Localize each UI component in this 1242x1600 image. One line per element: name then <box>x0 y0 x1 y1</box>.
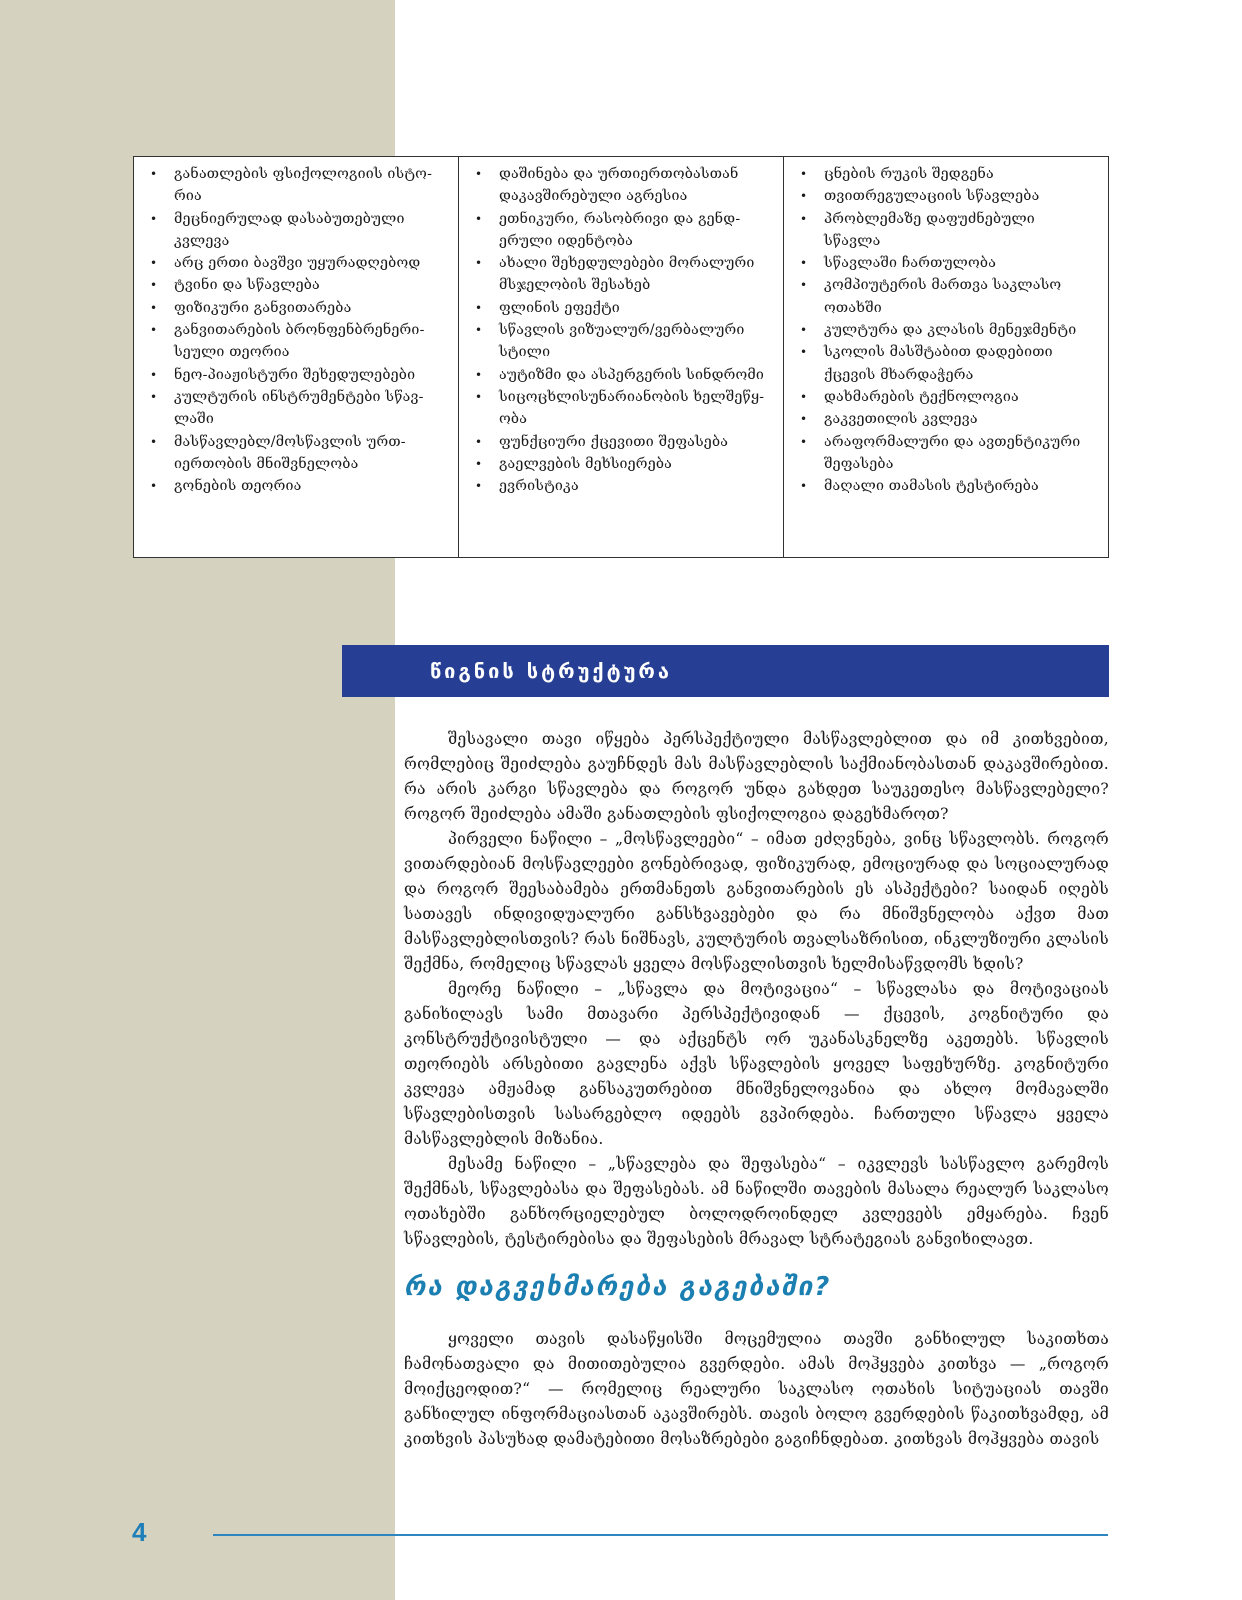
body-paragraph: მესამე ნაწილი – „სწავლება და შეფასება“ – იკვლევს სასწავლო გარემოს შექმნას, სწავლებასა და შეფასებას. ამ ნაწილში თავების მასალა რეალურ საკლასო ოთახებში განხორციელებულ ბოლოდროინდელ კვლევებს ემყარება. ჩვენ სწავლების, ტესტირებისა და შეფასების მრავალ სტრატეგიას განვიხილავთ. <box>404 1155 1109 1248</box>
topic-item: • მეცნიერულად დასაბუთებული კვლევა <box>144 208 450 253</box>
topic-item: • კულტურა და კლასის მენეჯმენტი <box>794 319 1100 341</box>
topic-item: • ნეო-პიაჟისტური შეხედულებები <box>144 364 450 386</box>
topic-item: • განვითარების ბრონფენბრენერი- სეული თეორია <box>144 319 450 364</box>
topic-item: • გაელვების მეხსიერება <box>469 453 775 475</box>
topic-item: • არაფორმალური და ავთენტიკური შეფასება <box>794 431 1100 476</box>
body-paragraph: პირველი ნაწილი – „მოსწავლეები“ – იმათ ეძღვნება, ვინც სწავლობს. როგორ ვითარდებიან მოსწავლეები გონებრივად, ფიზიკურად, ემოციურად და სოციალურად და როგორ შეესაბამება ერთმანეთს განვითარების ეს ასპექტები? საიდან იღებს სათავეს ინდივიდუალური განსხვავებები და რა მნიშვნელობა აქვთ მათ მასწავლებლისთვის? რას ნიშნავს, კულტურის თვალსაზრისით, ინკლუზიური კლასის შექმნა, რომელიც სწავლას ყველა მოსწავლისთვის ხელმისაწვდომს ხდის? <box>404 830 1109 973</box>
topic-item: • დახმარების ტექნოლოგია <box>794 386 1100 408</box>
topic-item: • არც ერთი ბავშვი უყურადღებოდ <box>144 252 450 274</box>
topic-item: • კომპიუტერის მართვა საკლასო ოთახში <box>794 274 1100 319</box>
topic-item: • ევრისტიკა <box>469 475 775 497</box>
body-paragraph: მეორე ნაწილი – „სწავლა და მოტივაცია“ – სწავლასა და მოტივაციას განიხილავს სამი მთავარი პერსპექტივიდან — ქცევის, კოგნიტური და კონსტრუქტივისტული — და აქცენტს ორ უკანასკნელზე აკეთებს. სწავლის თეორიებს არსებითი გავლენა აქვს სწავლების ყოველ საფეხურზე. კოგნიტური კვლევა ამჟამად განსაკუთრებით მნიშვნელოვანია და ახლო მომავალში სწავლებისთვის სასარგებლო იდეებს გვპირდება. ჩართული სწავლა ყველა მასწავლებლის მიზანია. <box>404 980 1109 1148</box>
body-paragraph: შესავალი თავი იწყება პერსპექტიული მასწავლებლით და იმ კითხვებით, რომლებიც შეიძლება გაუჩნდეს მას მასწავლებლის საქმიანობასთან დაკავშირებით. რა არის კარგი სწავლება და როგორ უნდა გახდეთ საუკეთესო მასწავლებელი? როგორ შეიძლება ამაში განათლების ფსიქოლოგია დაგეხმაროთ? <box>404 730 1109 823</box>
topic-item: • სიცოცხლისუნარიანობის ხელშეწყ- ობა <box>469 386 775 431</box>
subsection-body <box>404 1327 1109 1452</box>
topic-item: • აუტიზმი და ასპერგერის სინდრომი <box>469 364 775 386</box>
topic-item: • მაღალი თამასის ტესტირება <box>794 475 1100 497</box>
topic-item: • ფლინის ეფექტი <box>469 297 775 319</box>
topic-item: • თვითრეგულაციის სწავლება <box>794 185 1100 207</box>
section-banner <box>342 645 1109 697</box>
topic-list-1 <box>144 163 450 497</box>
topic-item: • ეთნიკური, რასობრივი და გენდ- ერული იდენტობა <box>469 208 775 253</box>
topic-item: • სკოლის მასშტაბით დადებითი ქცევის მხარდაჭერა <box>794 341 1100 386</box>
section-body <box>404 727 1109 1252</box>
topics-column-1 <box>134 157 459 557</box>
topic-item: • გაკვეთილის კვლევა <box>794 408 1100 430</box>
subsection-heading: რა დაგვეხმარება გაგებაში? <box>404 1272 832 1302</box>
footer-rule <box>213 1534 1108 1536</box>
page-number: 4 <box>132 1517 147 1547</box>
topic-item: • დაშინება და ურთიერთობასთან დაკავშირებული აგრესია <box>469 163 775 208</box>
topic-item: • გონების თეორია <box>144 475 450 497</box>
topic-item: • სწავლის ვიზუალურ/ვერბალური სტილი <box>469 319 775 364</box>
topic-item: • ცნების რუკის შედგენა <box>794 163 1100 185</box>
topic-list-2 <box>469 163 775 497</box>
topic-item: • ტვინი და სწავლება <box>144 274 450 296</box>
topic-item: • ახალი შეხედულებები მორალური მსჯელობის შესახებ <box>469 252 775 297</box>
topics-column-2 <box>459 157 784 557</box>
topic-item: • პრობლემაზე დაფუძნებული სწავლა <box>794 208 1100 253</box>
topic-item: • მასწავლებლ/მოსწავლის ურთ- იერთობის მნიშვნელობა <box>144 431 450 476</box>
topic-item: • ფიზიკური განვითარება <box>144 297 450 319</box>
section-banner-title: წიგნის სტრუქტურა <box>430 659 672 683</box>
topic-list-3 <box>794 163 1100 497</box>
body-paragraph: ყოველი თავის დასაწყისში მოცემულია თავში განხილულ საკითხთა ჩამონათვალი და მითითებულია გვერდები. ამას მოჰყვება კითხვა — „როგორ მოიქცეოდით?“ — რომელიც რეალური საკლასო ოთახის სიტუაციას თავში განხილულ ინფორმაციასთან აკავშირებს. თავის ბოლო გვერდების წაკითხვამდე, ამ კითხვის პასუხად დამატებითი მოსაზრებები გაგიჩნდებათ. კითხვას მოჰყვება თავის <box>404 1330 1109 1448</box>
topic-item: • კულტურის ინსტრუმენტები სწავ- ლაში <box>144 386 450 431</box>
topic-item: • ფუნქციური ქცევითი შეფასება <box>469 431 775 453</box>
topic-item: • განათლების ფსიქოლოგიის ისტო- რია <box>144 163 450 208</box>
topics-column-3 <box>784 157 1108 557</box>
topics-table <box>133 156 1109 558</box>
topic-item: • სწავლაში ჩართულობა <box>794 252 1100 274</box>
